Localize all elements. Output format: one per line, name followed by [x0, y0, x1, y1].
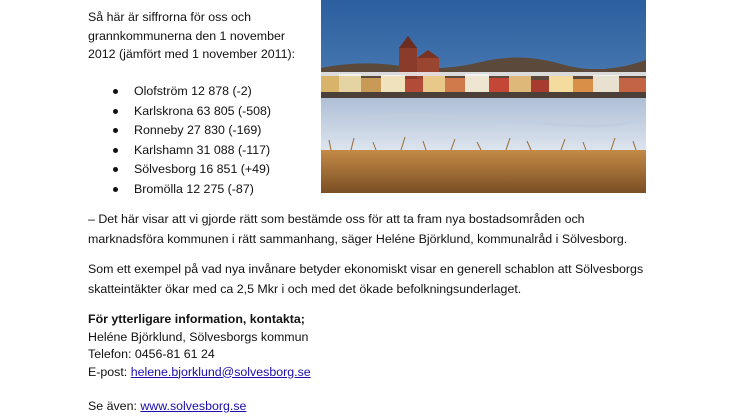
list-item: Ronneby 27 830 (-169): [95, 121, 271, 141]
list-item: Karlshamn 31 088 (-117): [95, 141, 271, 161]
example-paragraph: [88, 259, 643, 299]
contact-name: Heléne Björklund, Sölvesborgs kommun: [88, 329, 309, 344]
intro-line: grannkommunerna den 1 november: [88, 28, 285, 43]
intro-text: [88, 8, 318, 64]
list-item: Karlskrona 63 805 (-508): [95, 102, 271, 122]
website-link[interactable]: www.solvesborg.se: [140, 399, 247, 413]
intro-line: 2012 (jämfört med 1 november 2011):: [88, 47, 296, 61]
email-label: E-post:: [88, 364, 131, 379]
quote-line: – Det här visar att vi gjorde rätt som bestämde oss för att ta fram nya bostadsområden och: [88, 212, 585, 226]
see-also-row: [88, 399, 246, 414]
intro-line: Så här är siffrorna för oss och: [88, 10, 251, 24]
example-line: skatteintäkter ökar med ca 2,5 Mkr i och med det ökade befolkningsunderlaget.: [88, 282, 522, 296]
quote-paragraph: [88, 209, 627, 249]
see-also-label: Se även:: [88, 399, 141, 413]
list-item: Bromölla 12 275 (-87): [95, 180, 271, 200]
contact-email-row: [88, 364, 311, 382]
example-line: Som ett exempel på vad nya invånare betyder ekonomiskt visar en generell schablon att Sölvesborgs: [88, 262, 644, 276]
quote-line: marknadsföra kommunen i rätt sammanhang, säger Heléne Björklund, kommunalråd i Sölvesborg.: [88, 232, 628, 246]
email-link[interactable]: helene.bjorklund@solvesborg.se: [130, 364, 311, 379]
contact-block: [88, 311, 311, 381]
list-item: Sölvesborg 16 851 (+49): [95, 160, 271, 180]
contact-phone: Telefon: 0456-81 61 24: [88, 347, 215, 361]
population-list: [95, 82, 271, 199]
list-item: Olofström 12 878 (-2): [95, 82, 271, 102]
town-winter-photo: [321, 0, 646, 193]
contact-heading: För ytterligare information, kontakta;: [88, 312, 305, 326]
